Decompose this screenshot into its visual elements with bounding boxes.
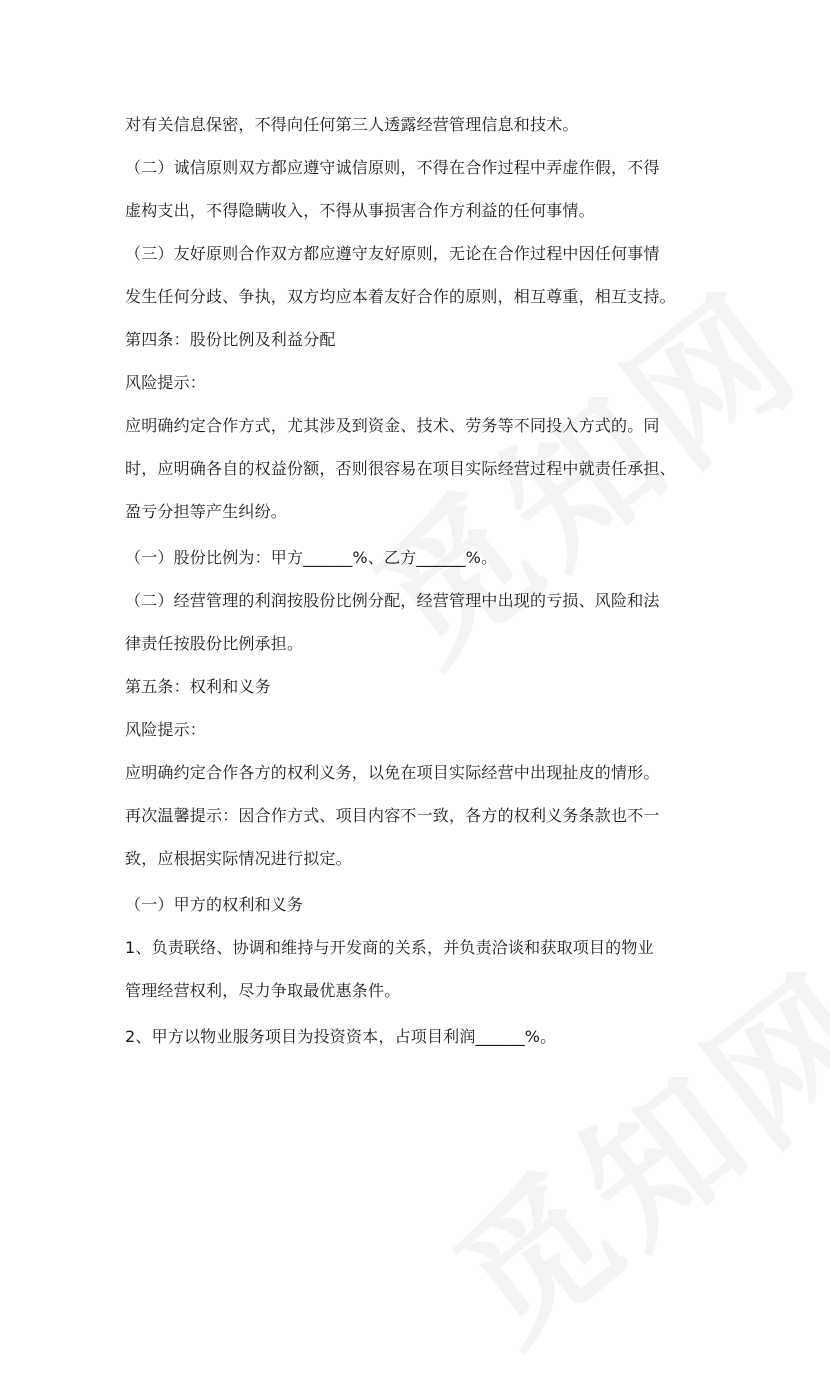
text-line: 发生任何分歧、争执，双方均应本着友好合作的原则，相互尊重，相互支持。 <box>125 287 676 306</box>
text-line: 时，应明确各自的权益份额，否则很容易在项目实际经营过程中就责任承担、 <box>125 459 676 478</box>
text-line: （二）经营管理的利润按股份比例分配，经营管理中出现的亏损、风险和法 <box>125 591 660 610</box>
text-line: 2、甲方以物业服务项目为投资资本，占项目利润______%。 <box>125 1027 557 1046</box>
watermark <box>404 915 830 1381</box>
text-line: 致，应根据实际情况进行拟定。 <box>125 849 352 868</box>
risk-label: 风险提示： <box>125 373 207 392</box>
text-line: 应明确约定合作各方的权利义务，以免在项目实际经营中出现扯皮的情形。 <box>125 763 660 782</box>
section-heading: 第五条：权利和义务 <box>125 677 271 696</box>
text-line: 1、负责联络、协调和维持与开发商的关系，并负责洽谈和获取项目的物业 <box>125 938 654 957</box>
text-line: 应明确约定合作方式，尤其涉及到资金、技术、劳务等不同投入方式的。同 <box>125 416 660 435</box>
text-line: 律责任按股份比例承担。 <box>125 634 304 653</box>
text-line: （一）股份比例为：甲方______%、乙方______%。 <box>125 548 498 567</box>
text-line: 对有关信息保密，不得向任何第三人透露经营管理信息和技术。 <box>125 115 579 134</box>
text-line: 管理经营权利，尽力争取最优惠条件。 <box>125 981 401 1000</box>
text-line: （二）诚信原则双方都应遵守诚信原则，不得在合作过程中弄虚作假，不得 <box>125 158 660 177</box>
section-heading: 第四条：股份比例及利益分配 <box>125 330 336 349</box>
subsection-heading: （一）甲方的权利和义务 <box>125 895 304 914</box>
risk-label: 风险提示： <box>125 720 207 739</box>
text-line: 再次温馨提示：因合作方式、项目内容不一致，各方的权利义务条款也不一 <box>125 806 660 825</box>
text-line: 盈亏分担等产生纠纷。 <box>125 502 288 521</box>
text-line: （三）友好原则合作双方都应遵守友好原则，无论在合作过程中因任何事情 <box>125 244 660 263</box>
text-line: 虚构支出，不得隐瞒收入，不得从事损害合作方利益的任何事情。 <box>125 201 595 220</box>
